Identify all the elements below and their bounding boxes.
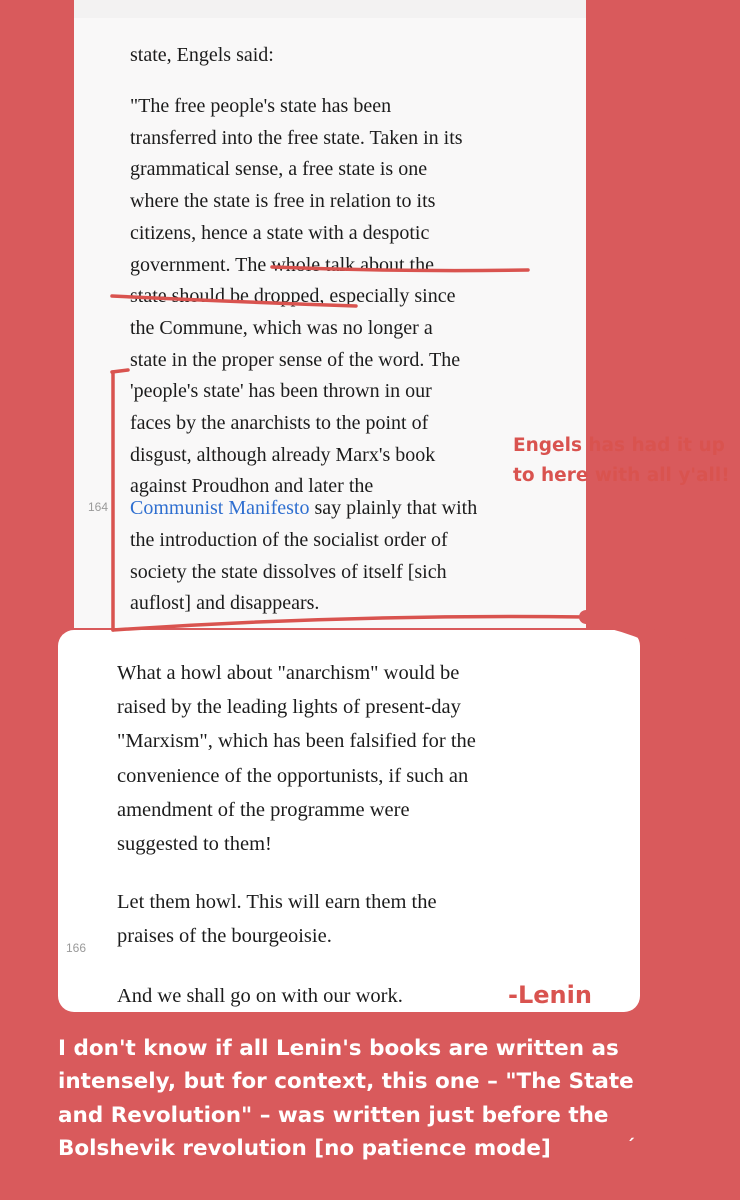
quote-line: citizens, hence a state with a despotic xyxy=(130,221,430,244)
quote-line: faces by the anarchists to the point of xyxy=(130,412,429,434)
lenin-signature: -Lenin xyxy=(508,981,592,1009)
quote-line: disgust, although already Marx's book xyxy=(130,443,436,466)
page-top-strip xyxy=(74,0,586,18)
quote-line: state in the proper sense of the word. The xyxy=(130,348,461,371)
page-number-164: 164 xyxy=(88,500,109,514)
caption-tick: ´ xyxy=(626,1136,635,1157)
quote-line: grammatical sense, a free state is one xyxy=(130,158,428,181)
quote-line: against Proudhon and later the xyxy=(130,475,374,498)
page-number-166: 166 xyxy=(66,941,87,955)
context-caption: I don't know if all Lenin's books are written as intensely, but for context, this one – "The State and Revolution" – was written just before the Bolshevik revolution [no patience mode] xyxy=(58,1036,634,1162)
tail-line: the introduction of the socialist order of xyxy=(130,529,448,551)
lead-line: state, Engels said: xyxy=(130,44,274,66)
engels-annotation: Engels has had it up to here with all y'all! xyxy=(513,435,730,486)
tail-line: society the state dissolves of itself [sich xyxy=(130,560,447,583)
link-line-rest: say plainly that with xyxy=(309,497,478,519)
quote-line: "The free people's state has been xyxy=(130,95,392,117)
quote-line: 'people's state' has been thrown in our xyxy=(130,380,432,403)
quote-line: state should be dropped, especially since xyxy=(130,285,456,308)
quote-line: the Commune, which was no longer a xyxy=(130,316,433,339)
quote-line: where the state is free in relation to its xyxy=(130,190,436,213)
communist-manifesto-link[interactable]: Communist Manifesto xyxy=(130,497,310,519)
card-paragraph-1: What a howl about "anarchism" would be raised by the leading lights of present-day "Marxism", which has been falsified for the convenience of the opportunists, if such an amendment of the programme were suggested to them! xyxy=(117,662,476,856)
card-paragraph-3: And we shall go on with our work. xyxy=(117,985,403,1007)
quote-line: transferred into the free state. Taken in its xyxy=(130,126,463,149)
card-paragraph-2: Let them howl. This will earn them the praises of the bourgeoisie. xyxy=(117,891,437,948)
quote-line: government. The whole talk about the xyxy=(130,253,434,276)
tail-line: auflost] and disappears. xyxy=(130,592,320,615)
link-line xyxy=(130,493,570,525)
